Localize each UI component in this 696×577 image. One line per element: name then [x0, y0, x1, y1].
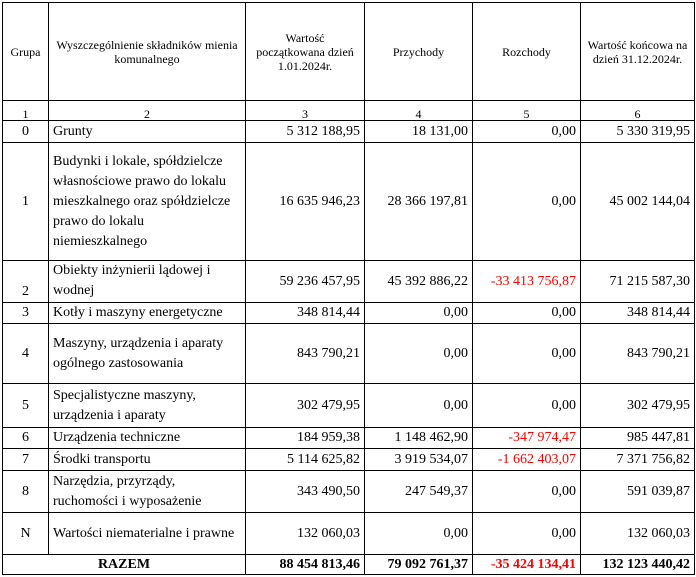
table-row: [3, 384, 695, 428]
cell-poczatkowa: 843 790,21: [246, 324, 365, 384]
header-przychody: Przychody: [365, 3, 473, 101]
cell-koncowa: 71 215 587,30: [581, 261, 695, 303]
cell-poczatkowa: 343 490,50: [246, 471, 365, 513]
cell-przychody: 1 148 462,90: [365, 428, 473, 449]
cell-nazwa: Kotły i maszyny energetyczne: [49, 303, 246, 324]
col-number: 3: [246, 101, 365, 121]
cell-przychody: 0,00: [365, 303, 473, 324]
cell-przychody: 45 392 886,22: [365, 261, 473, 303]
cell-rozchody: -347 974,47: [473, 428, 581, 449]
cell-nazwa: Specjalistyczne maszyny, urządzenia i aparaty: [49, 384, 246, 428]
col-number: 6: [581, 101, 695, 121]
total-rozchody: -35 424 134,41: [473, 555, 581, 575]
cell-przychody: 18 131,00: [365, 121, 473, 143]
table-row: [3, 471, 695, 513]
cell-grupa: 8: [3, 471, 49, 513]
cell-rozchody: 0,00: [473, 121, 581, 143]
cell-rozchody: 0,00: [473, 384, 581, 428]
table-row: [3, 428, 695, 449]
cell-poczatkowa: 5 114 625,82: [246, 449, 365, 471]
cell-nazwa: Grunty: [49, 121, 246, 143]
cell-rozchody: 0,00: [473, 143, 581, 261]
table-row: [3, 513, 695, 555]
cell-grupa: 5: [3, 384, 49, 428]
cell-rozchody: 0,00: [473, 324, 581, 384]
total-poczatkowa: 88 454 813,46: [246, 555, 365, 575]
cell-poczatkowa: 132 060,03: [246, 513, 365, 555]
column-number-row: [3, 101, 695, 121]
cell-grupa: N: [3, 513, 49, 555]
table-row: [3, 143, 695, 261]
cell-rozchody: 0,00: [473, 303, 581, 324]
cell-rozchody: 0,00: [473, 513, 581, 555]
cell-przychody: 247 549,37: [365, 471, 473, 513]
cell-grupa: 0: [3, 121, 49, 143]
cell-przychody: 0,00: [365, 324, 473, 384]
cell-grupa: 2: [3, 261, 49, 303]
cell-koncowa: 985 447,81: [581, 428, 695, 449]
cell-koncowa: 45 002 144,04: [581, 143, 695, 261]
header-rozchody: Rozchody: [473, 3, 581, 101]
cell-nazwa: Obiekty inżynierii lądowej i wodnej: [49, 261, 246, 303]
cell-przychody: 0,00: [365, 384, 473, 428]
cell-nazwa: Narzędzia, przyrządy, ruchomości i wyposażenie: [49, 471, 246, 513]
cell-nazwa: Wartości niematerialne i prawne: [49, 513, 246, 555]
header-grupa: Grupa: [3, 3, 49, 101]
cell-grupa: 3: [3, 303, 49, 324]
assets-table: [2, 2, 695, 575]
cell-poczatkowa: 184 959,38: [246, 428, 365, 449]
cell-przychody: 0,00: [365, 513, 473, 555]
cell-nazwa: Budynki i lokale, spółdzielcze własnościowe prawo do lokalu mieszkalnego oraz spółdzielcze prawo do lokalu niemieszkalnego: [49, 143, 246, 261]
col-number: 5: [473, 101, 581, 121]
col-number: 4: [365, 101, 473, 121]
cell-nazwa: Maszyny, urządzenia i aparaty ogólnego zastosowania: [49, 324, 246, 384]
cell-koncowa: 348 814,44: [581, 303, 695, 324]
col-number: 1: [3, 101, 49, 121]
header-row: [3, 3, 695, 101]
total-row: [3, 555, 695, 575]
cell-poczatkowa: 16 635 946,23: [246, 143, 365, 261]
cell-przychody: 28 366 197,81: [365, 143, 473, 261]
cell-poczatkowa: 348 814,44: [246, 303, 365, 324]
cell-rozchody: -33 413 756,87: [473, 261, 581, 303]
cell-koncowa: 843 790,21: [581, 324, 695, 384]
table-row: [3, 261, 695, 303]
header-nazwa: Wyszczególnienie składników mienia komunalnego: [49, 3, 246, 101]
cell-przychody: 3 919 534,07: [365, 449, 473, 471]
cell-nazwa: Środki transportu: [49, 449, 246, 471]
cell-poczatkowa: 302 479,95: [246, 384, 365, 428]
table-row: [3, 121, 695, 143]
header-koncowa: Wartość końcowa na dzień 31.12.2024r.: [581, 3, 695, 101]
cell-poczatkowa: 5 312 188,95: [246, 121, 365, 143]
total-label: RAZEM: [3, 555, 246, 575]
col-number: 2: [49, 101, 246, 121]
cell-rozchody: -1 662 403,07: [473, 449, 581, 471]
cell-poczatkowa: 59 236 457,95: [246, 261, 365, 303]
header-poczatkowa: Wartość początkowana dzień 1.01.2024r.: [246, 3, 365, 101]
total-koncowa: 132 123 440,42: [581, 555, 695, 575]
table-row: [3, 324, 695, 384]
cell-grupa: 1: [3, 143, 49, 261]
cell-koncowa: 7 371 756,82: [581, 449, 695, 471]
cell-koncowa: 302 479,95: [581, 384, 695, 428]
cell-grupa: 4: [3, 324, 49, 384]
cell-grupa: 7: [3, 449, 49, 471]
cell-grupa: 6: [3, 428, 49, 449]
cell-koncowa: 5 330 319,95: [581, 121, 695, 143]
cell-koncowa: 132 060,03: [581, 513, 695, 555]
cell-nazwa: Urządzenia techniczne: [49, 428, 246, 449]
cell-rozchody: 0,00: [473, 471, 581, 513]
table-row: [3, 449, 695, 471]
table-row: [3, 303, 695, 324]
total-przychody: 79 092 761,37: [365, 555, 473, 575]
cell-koncowa: 591 039,87: [581, 471, 695, 513]
